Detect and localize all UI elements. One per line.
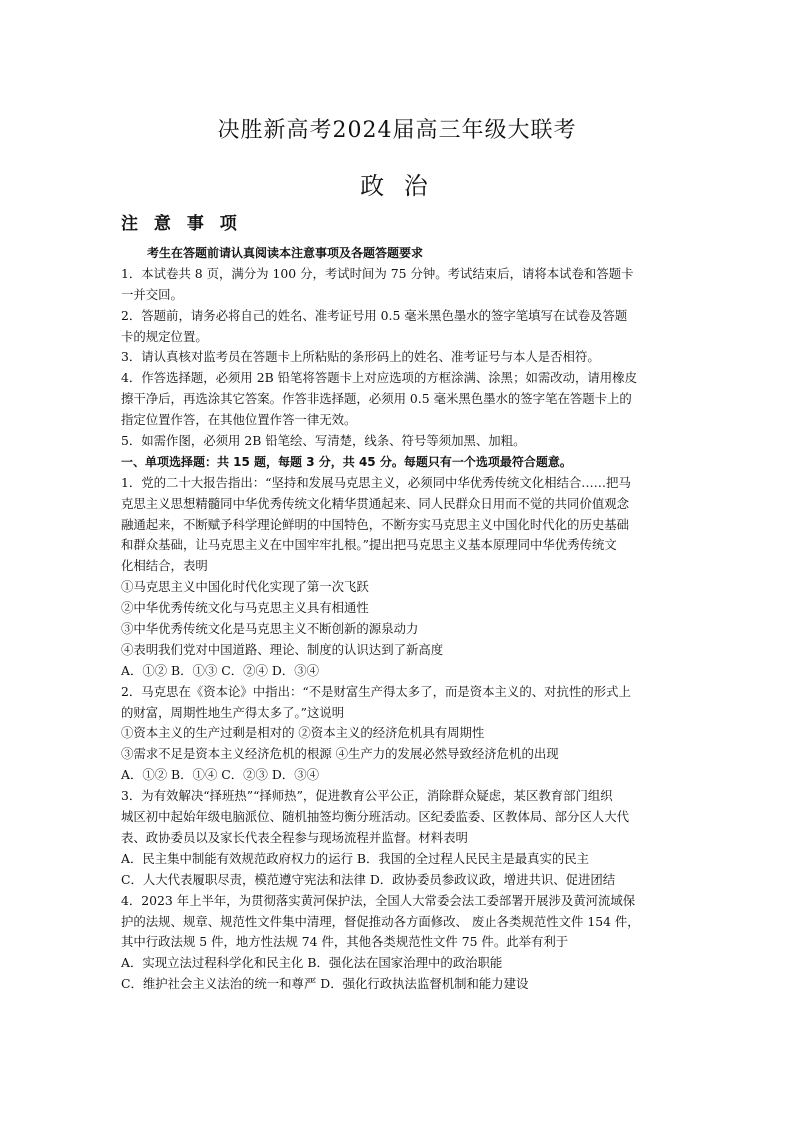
- text-line: A．民主集中制能有效规范政府权力的运行 B．我国的全过程人民民主是最真实的民主: [121, 850, 590, 866]
- subject-title: 政 治: [360, 172, 434, 200]
- text-line: 的财富，周期性地生产得太多了。”这说明: [121, 704, 345, 720]
- text-line: 5．如需作图，必须用 2B 铅笔绘、写清楚，线条、符号等须加黑、加粗。: [121, 433, 526, 449]
- text-line: 融通起来，不断赋予科学理论鲜明的中国特色，不断夯实马克思主义中国化时代化的历史基础: [121, 516, 630, 532]
- text-line: ④表明我们党对中国道路、理论、制度的认识达到了新高度: [121, 641, 444, 657]
- text-line: 克思主义思想精髓同中华优秀传统文化精华贯通起来、同人民群众日用而不觉的共同价值观念: [121, 495, 630, 511]
- text-line: 4．2023 年上半年，为贯彻落实黄河保护法，全国人大常委会法工委部署开展涉及黄河流域保: [121, 892, 636, 908]
- text-line: ②中华优秀传统文化与马克思主义具有相通性: [121, 600, 369, 616]
- text-line: A．①② B．①④ C．②③ D．③④: [121, 767, 319, 783]
- text-line: A．实现立法过程科学化和民主化 B．强化法在国家治理中的政治职能: [121, 955, 503, 971]
- text-line: 1．党的二十大报告指出：“坚持和发展马克思主义，必须同中华优秀传统文化相结合……把马: [121, 474, 631, 490]
- text-line: 指定位置作答，在其他位置作答一律无效。: [121, 412, 357, 428]
- text-line: 表、政协委员以及家长代表全程参与现场流程并监督。材料表明: [121, 829, 468, 845]
- text-line: C．人大代表履职尽责，模范遵守宪法和法律 D．政协委员参政议政，增进共识、促进团结: [121, 871, 616, 887]
- text-line: 化相结合，表明: [121, 558, 208, 574]
- text-line: 3．请认真核对监考员在答题卡上所粘贴的条形码上的姓名、准考证号与本人是否相符。: [121, 349, 600, 365]
- text-line: 3．为有效解决“择班热”“择师热”，促进教育公平公正，消除群众疑虑，某区教育部门组织: [121, 788, 613, 804]
- text-line: ①资本主义的生产过剩是相对的 ②资本主义的经济危机具有周期性: [121, 725, 485, 741]
- text-line: 护的法规、规章、规范性文件集中清理，督促推动各方面修改、 废止各类规范性文件 154 件，: [121, 913, 640, 929]
- exam-title: 决胜新高考2024届高三年级大联考: [217, 118, 577, 143]
- text-line: C．维护社会主义法治的统一和尊严 D．强化行政执法监督机制和能力建设: [121, 976, 529, 992]
- notice-list: [121, 264, 681, 452]
- text-line: 一并交回。: [121, 286, 183, 302]
- section-heading: 一、单项选择题：共 15 题，每题 3 分，共 45 分。每题只有一个选项最符合题意。: [121, 454, 572, 469]
- text-line: ①马克思主义中国化时代化实现了第一次飞跃: [121, 579, 369, 595]
- notice-intro: 考生在答题前请认真阅读本注意事项及各题答题要求: [147, 246, 424, 260]
- text-line: 其中行政法规 5 件，地方性法规 74 件，其他各类规范性文件 75 件。此举有利于: [121, 934, 569, 950]
- text-line: 2．答题前，请务必将自己的姓名、准考证号用 0.5 毫米黑色墨水的签字笔填写在试卷及答题: [121, 307, 628, 323]
- exam-body: [121, 243, 681, 995]
- text-line: 2．马克思在《资本论》中指出：“不是财富生产得太多了，而是资本主义的、对抗性的形式上: [121, 683, 631, 699]
- text-line: 卡的规定位置。: [121, 328, 208, 344]
- text-line: A．①② B．①③ C．②④ D．③④: [121, 662, 319, 678]
- text-line: ③需求不足是资本主义经济危机的根源 ④生产力的发展必然导致经济危机的出现: [121, 746, 559, 762]
- notice-heading: 注 意 事 项: [121, 214, 242, 234]
- text-line: ③中华优秀传统文化是马克思主义不断创新的源泉动力: [121, 621, 419, 637]
- text-line: 擦干净后，再选涂其它答案。作答非选择题，必须用 0.5 毫米黑色墨水的签字笔在答题卡上的: [121, 391, 632, 407]
- text-line: 城区初中起始年级电脑派位、随机抽签均衡分班活动。区纪委监委、区教体局、部分区人大代: [121, 809, 630, 825]
- text-line: 4．作答选择题，必须用 2B 铅笔将答题卡上对应选项的方框涂满、涂黑；如需改动，请用橡皮: [121, 370, 637, 386]
- question-list: [121, 473, 681, 995]
- text-line: 1．本试卷共 8 页，满分为 100 分，考试时间为 75 分钟。考试结束后，请将本试卷和答题卡: [121, 265, 634, 281]
- text-line: 和群众基础，让马克思主义在中国牢牢扎根。”提出把马克思主义基本原理同中华优秀传统文: [121, 537, 617, 553]
